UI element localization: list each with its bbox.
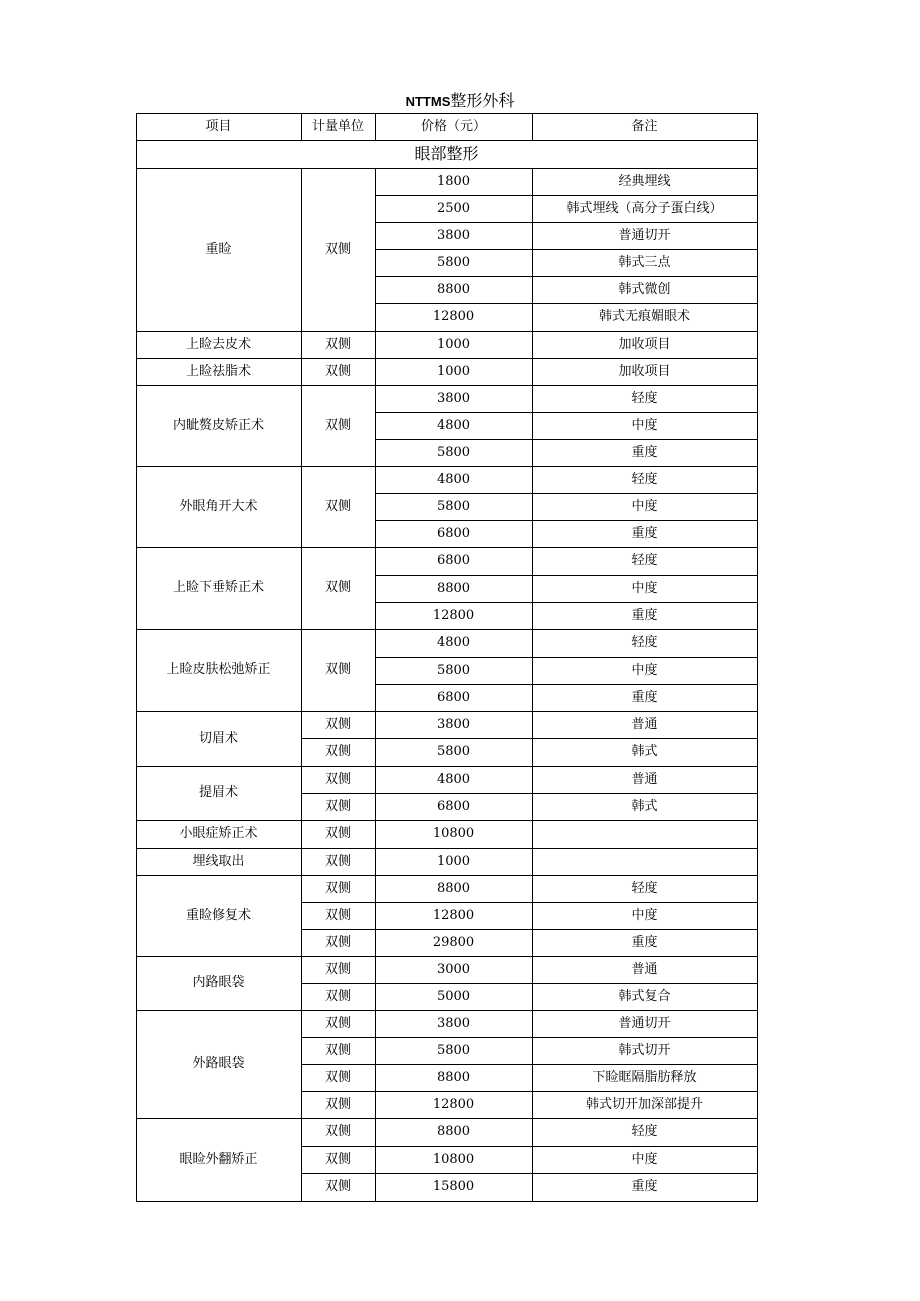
note-cell: 重度 xyxy=(631,445,658,460)
price-cell: 6800 xyxy=(436,526,471,541)
table-rule xyxy=(375,412,758,413)
price-cell: 3800 xyxy=(436,228,471,243)
price-cell: 6800 xyxy=(436,799,471,814)
table-rule xyxy=(301,929,758,930)
note-cell: 轻度 xyxy=(631,635,658,650)
item-name: 提眉术 xyxy=(198,785,239,800)
header-unit: 计量单位 xyxy=(311,119,365,134)
table-rule xyxy=(375,575,758,576)
unit-cell: 双侧 xyxy=(324,1097,352,1112)
table-rule xyxy=(375,303,758,304)
unit-cell: 双侧 xyxy=(324,908,352,923)
note-cell: 中度 xyxy=(631,499,658,514)
item-name: 上睑皮肤松弛矫正 xyxy=(166,662,271,677)
note-cell: 韩式微创 xyxy=(618,282,671,297)
table-rule xyxy=(136,956,758,957)
unit-cell: 双侧 xyxy=(324,935,352,950)
unit-cell: 双侧 xyxy=(324,799,352,814)
price-cell: 3800 xyxy=(436,391,471,406)
unit-cell: 双侧 xyxy=(324,242,352,257)
table-rule xyxy=(301,1064,758,1065)
note-cell: 轻度 xyxy=(631,881,658,896)
price-cell: 3800 xyxy=(436,1016,471,1031)
note-cell: 轻度 xyxy=(631,391,658,406)
price-cell: 4800 xyxy=(436,472,471,487)
table-rule xyxy=(136,331,758,332)
note-cell: 重度 xyxy=(631,935,658,950)
table-rule xyxy=(375,439,758,440)
unit-cell: 双侧 xyxy=(324,744,352,759)
note-cell: 韩式 xyxy=(631,744,658,759)
unit-cell: 双侧 xyxy=(324,989,352,1004)
table-rule xyxy=(375,113,376,140)
note-cell: 中度 xyxy=(631,908,658,923)
section-title: 眼部整形 xyxy=(414,144,479,163)
table-rule xyxy=(375,602,758,603)
title-prefix: NTTMS xyxy=(405,94,451,109)
table-rule xyxy=(301,1037,758,1038)
unit-cell: 双侧 xyxy=(324,772,352,787)
table-rule xyxy=(301,168,302,1201)
price-cell: 1000 xyxy=(436,364,471,379)
price-cell: 5800 xyxy=(436,499,471,514)
table-rule xyxy=(136,820,758,821)
price-cell: 10800 xyxy=(432,826,475,841)
unit-cell: 双侧 xyxy=(324,499,352,514)
header-item: 项目 xyxy=(205,119,232,134)
note-cell: 韩式切开 xyxy=(618,1043,671,1058)
unit-cell: 双侧 xyxy=(324,1070,352,1085)
table-rule xyxy=(375,276,758,277)
table-rule xyxy=(136,113,137,1202)
table-rule xyxy=(136,358,758,359)
note-cell: 中度 xyxy=(631,1152,658,1167)
table-rule xyxy=(301,983,758,984)
table-rule xyxy=(375,249,758,250)
note-cell: 轻度 xyxy=(631,553,658,568)
table-rule xyxy=(375,493,758,494)
table-rule xyxy=(136,140,758,141)
price-cell: 5000 xyxy=(436,989,471,1004)
table-rule xyxy=(136,466,758,467)
price-cell: 8800 xyxy=(436,1124,471,1139)
item-name: 眼睑外翻矫正 xyxy=(179,1152,258,1167)
note-cell: 中度 xyxy=(631,418,658,433)
table-rule xyxy=(301,738,758,739)
price-cell: 5800 xyxy=(436,255,471,270)
table-rule xyxy=(136,168,758,169)
price-cell: 12800 xyxy=(432,908,475,923)
note-cell: 轻度 xyxy=(631,472,658,487)
note-cell: 加收项目 xyxy=(618,364,671,379)
note-cell: 韩式埋线（高分子蛋白线） xyxy=(566,201,723,216)
table-rule xyxy=(301,1146,758,1147)
item-name: 外路眼袋 xyxy=(192,1056,245,1071)
price-cell: 5800 xyxy=(436,445,471,460)
table-rule xyxy=(136,711,758,712)
item-name: 上睑祛脂术 xyxy=(185,364,252,379)
table-rule xyxy=(532,113,533,140)
note-cell: 韩式 xyxy=(631,799,658,814)
item-name: 重睑 xyxy=(205,242,232,257)
item-name: 内路眼袋 xyxy=(192,975,245,990)
note-cell: 重度 xyxy=(631,608,658,623)
price-cell: 5800 xyxy=(436,1043,471,1058)
unit-cell: 双侧 xyxy=(324,418,352,433)
item-name: 上睑下垂矫正术 xyxy=(172,580,265,595)
title-main: 整形外科 xyxy=(450,91,515,110)
unit-cell: 双侧 xyxy=(324,1179,352,1194)
note-cell: 普通 xyxy=(631,772,658,787)
note-cell: 下睑眶隔脂肪释放 xyxy=(592,1070,697,1085)
unit-cell: 双侧 xyxy=(324,1152,352,1167)
table-rule xyxy=(301,793,758,794)
table-rule xyxy=(136,629,758,630)
table-rule xyxy=(301,1173,758,1174)
note-cell: 重度 xyxy=(631,690,658,705)
item-name: 重睑修复术 xyxy=(185,908,252,923)
header-price: 价格（元） xyxy=(420,119,487,134)
unit-cell: 双侧 xyxy=(324,854,352,869)
note-cell: 普通 xyxy=(631,962,658,977)
table-rule xyxy=(136,848,758,849)
table-rule xyxy=(301,902,758,903)
note-cell: 中度 xyxy=(631,663,658,678)
table-rule xyxy=(136,1201,758,1202)
price-cell: 5800 xyxy=(436,663,471,678)
unit-cell: 双侧 xyxy=(324,881,352,896)
item-name: 切眉术 xyxy=(198,731,239,746)
price-cell: 12800 xyxy=(432,608,475,623)
note-cell: 普通 xyxy=(631,717,658,732)
unit-cell: 双侧 xyxy=(324,364,352,379)
price-cell: 6800 xyxy=(436,690,471,705)
item-name: 埋线取出 xyxy=(192,854,245,869)
table-rule xyxy=(375,520,758,521)
note-cell: 韩式切开加深部提升 xyxy=(585,1097,704,1112)
table-rule xyxy=(375,684,758,685)
note-cell: 普通切开 xyxy=(618,228,671,243)
table-rule xyxy=(136,547,758,548)
price-cell: 1000 xyxy=(436,337,471,352)
price-cell: 3800 xyxy=(436,717,471,732)
note-cell: 韩式三点 xyxy=(618,255,671,270)
note-cell: 加收项目 xyxy=(618,337,671,352)
note-cell: 韩式无痕媚眼术 xyxy=(598,309,691,324)
unit-cell: 双侧 xyxy=(324,662,352,677)
price-cell: 12800 xyxy=(432,309,475,324)
price-cell: 8800 xyxy=(436,1070,471,1085)
note-cell: 韩式复合 xyxy=(618,989,671,1004)
note-cell: 经典埋线 xyxy=(618,174,671,189)
price-cell: 3000 xyxy=(436,962,471,977)
price-cell: 8800 xyxy=(436,581,471,596)
unit-cell: 双侧 xyxy=(324,1124,352,1139)
price-cell: 10800 xyxy=(432,1152,475,1167)
price-cell: 15800 xyxy=(432,1179,475,1194)
item-name: 外眼角开大术 xyxy=(179,499,258,514)
table-rule xyxy=(136,385,758,386)
price-cell: 8800 xyxy=(436,881,471,896)
table-rule xyxy=(301,1091,758,1092)
item-name: 小眼症矫正术 xyxy=(179,826,258,841)
unit-cell: 双侧 xyxy=(324,337,352,352)
table-rule xyxy=(136,1118,758,1119)
note-cell: 重度 xyxy=(631,1179,658,1194)
unit-cell: 双侧 xyxy=(324,717,352,732)
table-rule xyxy=(375,657,758,658)
unit-cell: 双侧 xyxy=(324,826,352,841)
header-note: 备注 xyxy=(631,119,658,134)
price-cell: 12800 xyxy=(432,1097,475,1112)
unit-cell: 双侧 xyxy=(324,1043,352,1058)
unit-cell: 双侧 xyxy=(324,580,352,595)
unit-cell: 双侧 xyxy=(324,1016,352,1031)
table-rule xyxy=(375,195,758,196)
price-cell: 8800 xyxy=(436,282,471,297)
note-cell: 重度 xyxy=(631,526,658,541)
price-cell: 2500 xyxy=(436,201,471,216)
table-rule xyxy=(136,113,758,114)
table-rule xyxy=(136,1010,758,1011)
price-cell: 1000 xyxy=(436,854,471,869)
price-cell: 4800 xyxy=(436,418,471,433)
price-cell: 1800 xyxy=(436,174,471,189)
note-cell: 中度 xyxy=(631,581,658,596)
note-cell: 轻度 xyxy=(631,1124,658,1139)
price-cell: 6800 xyxy=(436,553,471,568)
note-cell: 普通切开 xyxy=(618,1016,671,1031)
price-cell: 5800 xyxy=(436,744,471,759)
table-rule xyxy=(136,875,758,876)
item-name: 上睑去皮术 xyxy=(185,337,252,352)
unit-cell: 双侧 xyxy=(324,962,352,977)
price-cell: 4800 xyxy=(436,772,471,787)
price-cell: 4800 xyxy=(436,635,471,650)
table-rule xyxy=(136,766,758,767)
table-rule xyxy=(375,222,758,223)
price-cell: 29800 xyxy=(432,935,475,950)
item-name: 内眦赘皮矫正术 xyxy=(172,418,265,433)
table-rule xyxy=(301,113,302,140)
